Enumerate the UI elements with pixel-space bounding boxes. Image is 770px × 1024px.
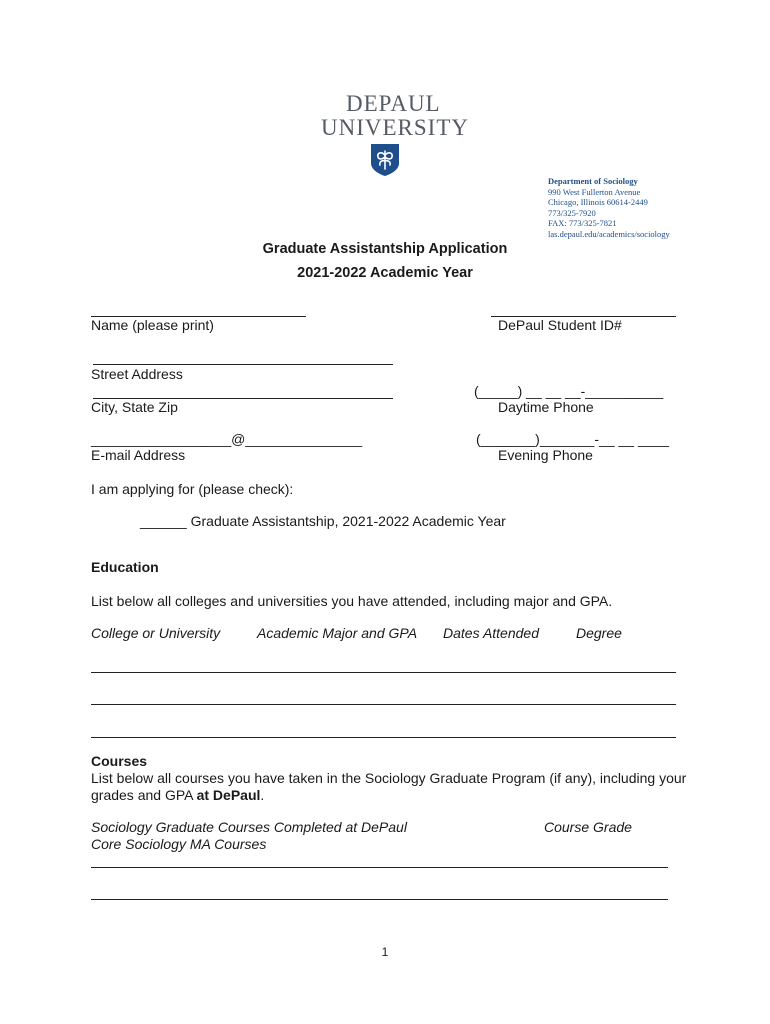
department-address-1: 990 West Fullerton Avenue bbox=[548, 186, 641, 197]
education-heading: Education bbox=[91, 559, 159, 575]
department-address-block bbox=[548, 176, 670, 239]
department-name: Department of Sociology bbox=[548, 176, 638, 186]
courses-instructions-period: . bbox=[260, 787, 265, 803]
evening-phone-label: Evening Phone bbox=[498, 447, 593, 463]
courses-instructions-emphasis: at DePaul bbox=[196, 787, 261, 803]
courses-row-2[interactable] bbox=[91, 899, 668, 900]
name-label: Name (please print) bbox=[91, 317, 214, 333]
education-row-2[interactable] bbox=[91, 704, 676, 705]
education-col-degree: Degree bbox=[576, 625, 622, 641]
courses-col-completed: Sociology Graduate Courses Completed at DePaul bbox=[91, 819, 407, 835]
logo-line-2: UNIVERSITY bbox=[321, 115, 469, 140]
street-address-field[interactable] bbox=[93, 364, 393, 365]
department-phone: 773/325-7920 bbox=[548, 207, 596, 218]
education-col-college: College or University bbox=[91, 625, 221, 641]
email-field[interactable]: __________________@_______________ bbox=[91, 431, 363, 447]
logo-line-1: DEPAUL bbox=[346, 91, 441, 116]
education-instructions: List below all colleges and universities you have attended, including major and GPA. bbox=[91, 593, 613, 609]
department-web[interactable]: las.depaul.edu/academics/sociology bbox=[548, 228, 670, 239]
university-shield-icon bbox=[370, 143, 400, 180]
courses-row-1[interactable] bbox=[91, 867, 668, 868]
daytime-phone-label: Daytime Phone bbox=[498, 399, 594, 415]
courses-instructions-text: grades and GPA bbox=[91, 787, 197, 803]
applying-prompt: I am applying for (please check): bbox=[91, 481, 294, 497]
email-label: E-mail Address bbox=[91, 447, 186, 463]
assistantship-checkbox-option[interactable]: ______ Graduate Assistantship, 2021-2022 Academic Year bbox=[140, 513, 506, 529]
education-col-major: Academic Major and GPA bbox=[257, 625, 418, 641]
courses-instructions-line-1: List below all courses you have taken in the Sociology Graduate Program (if any), including your bbox=[91, 770, 687, 786]
courses-col-grade: Course Grade bbox=[544, 819, 632, 835]
core-courses-subheading: Core Sociology MA Courses bbox=[91, 836, 267, 852]
education-row-3[interactable] bbox=[91, 737, 676, 738]
department-fax: FAX: 773/325-7821 bbox=[548, 218, 617, 228]
courses-heading: Courses bbox=[91, 753, 148, 769]
education-col-dates: Dates Attended bbox=[443, 625, 539, 641]
city-state-zip-label: City, State Zip bbox=[91, 399, 178, 415]
student-id-label: DePaul Student ID# bbox=[498, 317, 622, 333]
street-address-label: Street Address bbox=[91, 366, 183, 382]
department-address-2: Chicago, Illinois 60614-2449 bbox=[548, 197, 648, 207]
evening-phone-field[interactable]: (_______)_______-__ __ ____ bbox=[476, 431, 670, 447]
courses-instructions-line-2 bbox=[91, 787, 264, 803]
page-title: Graduate Assistantship Application bbox=[262, 241, 508, 257]
page-number: 1 bbox=[381, 945, 389, 959]
page-subtitle: 2021-2022 Academic Year bbox=[297, 265, 473, 281]
education-row-1[interactable] bbox=[91, 672, 676, 673]
daytime-phone-field[interactable]: (_____) __ __ __-__________ bbox=[474, 383, 664, 399]
